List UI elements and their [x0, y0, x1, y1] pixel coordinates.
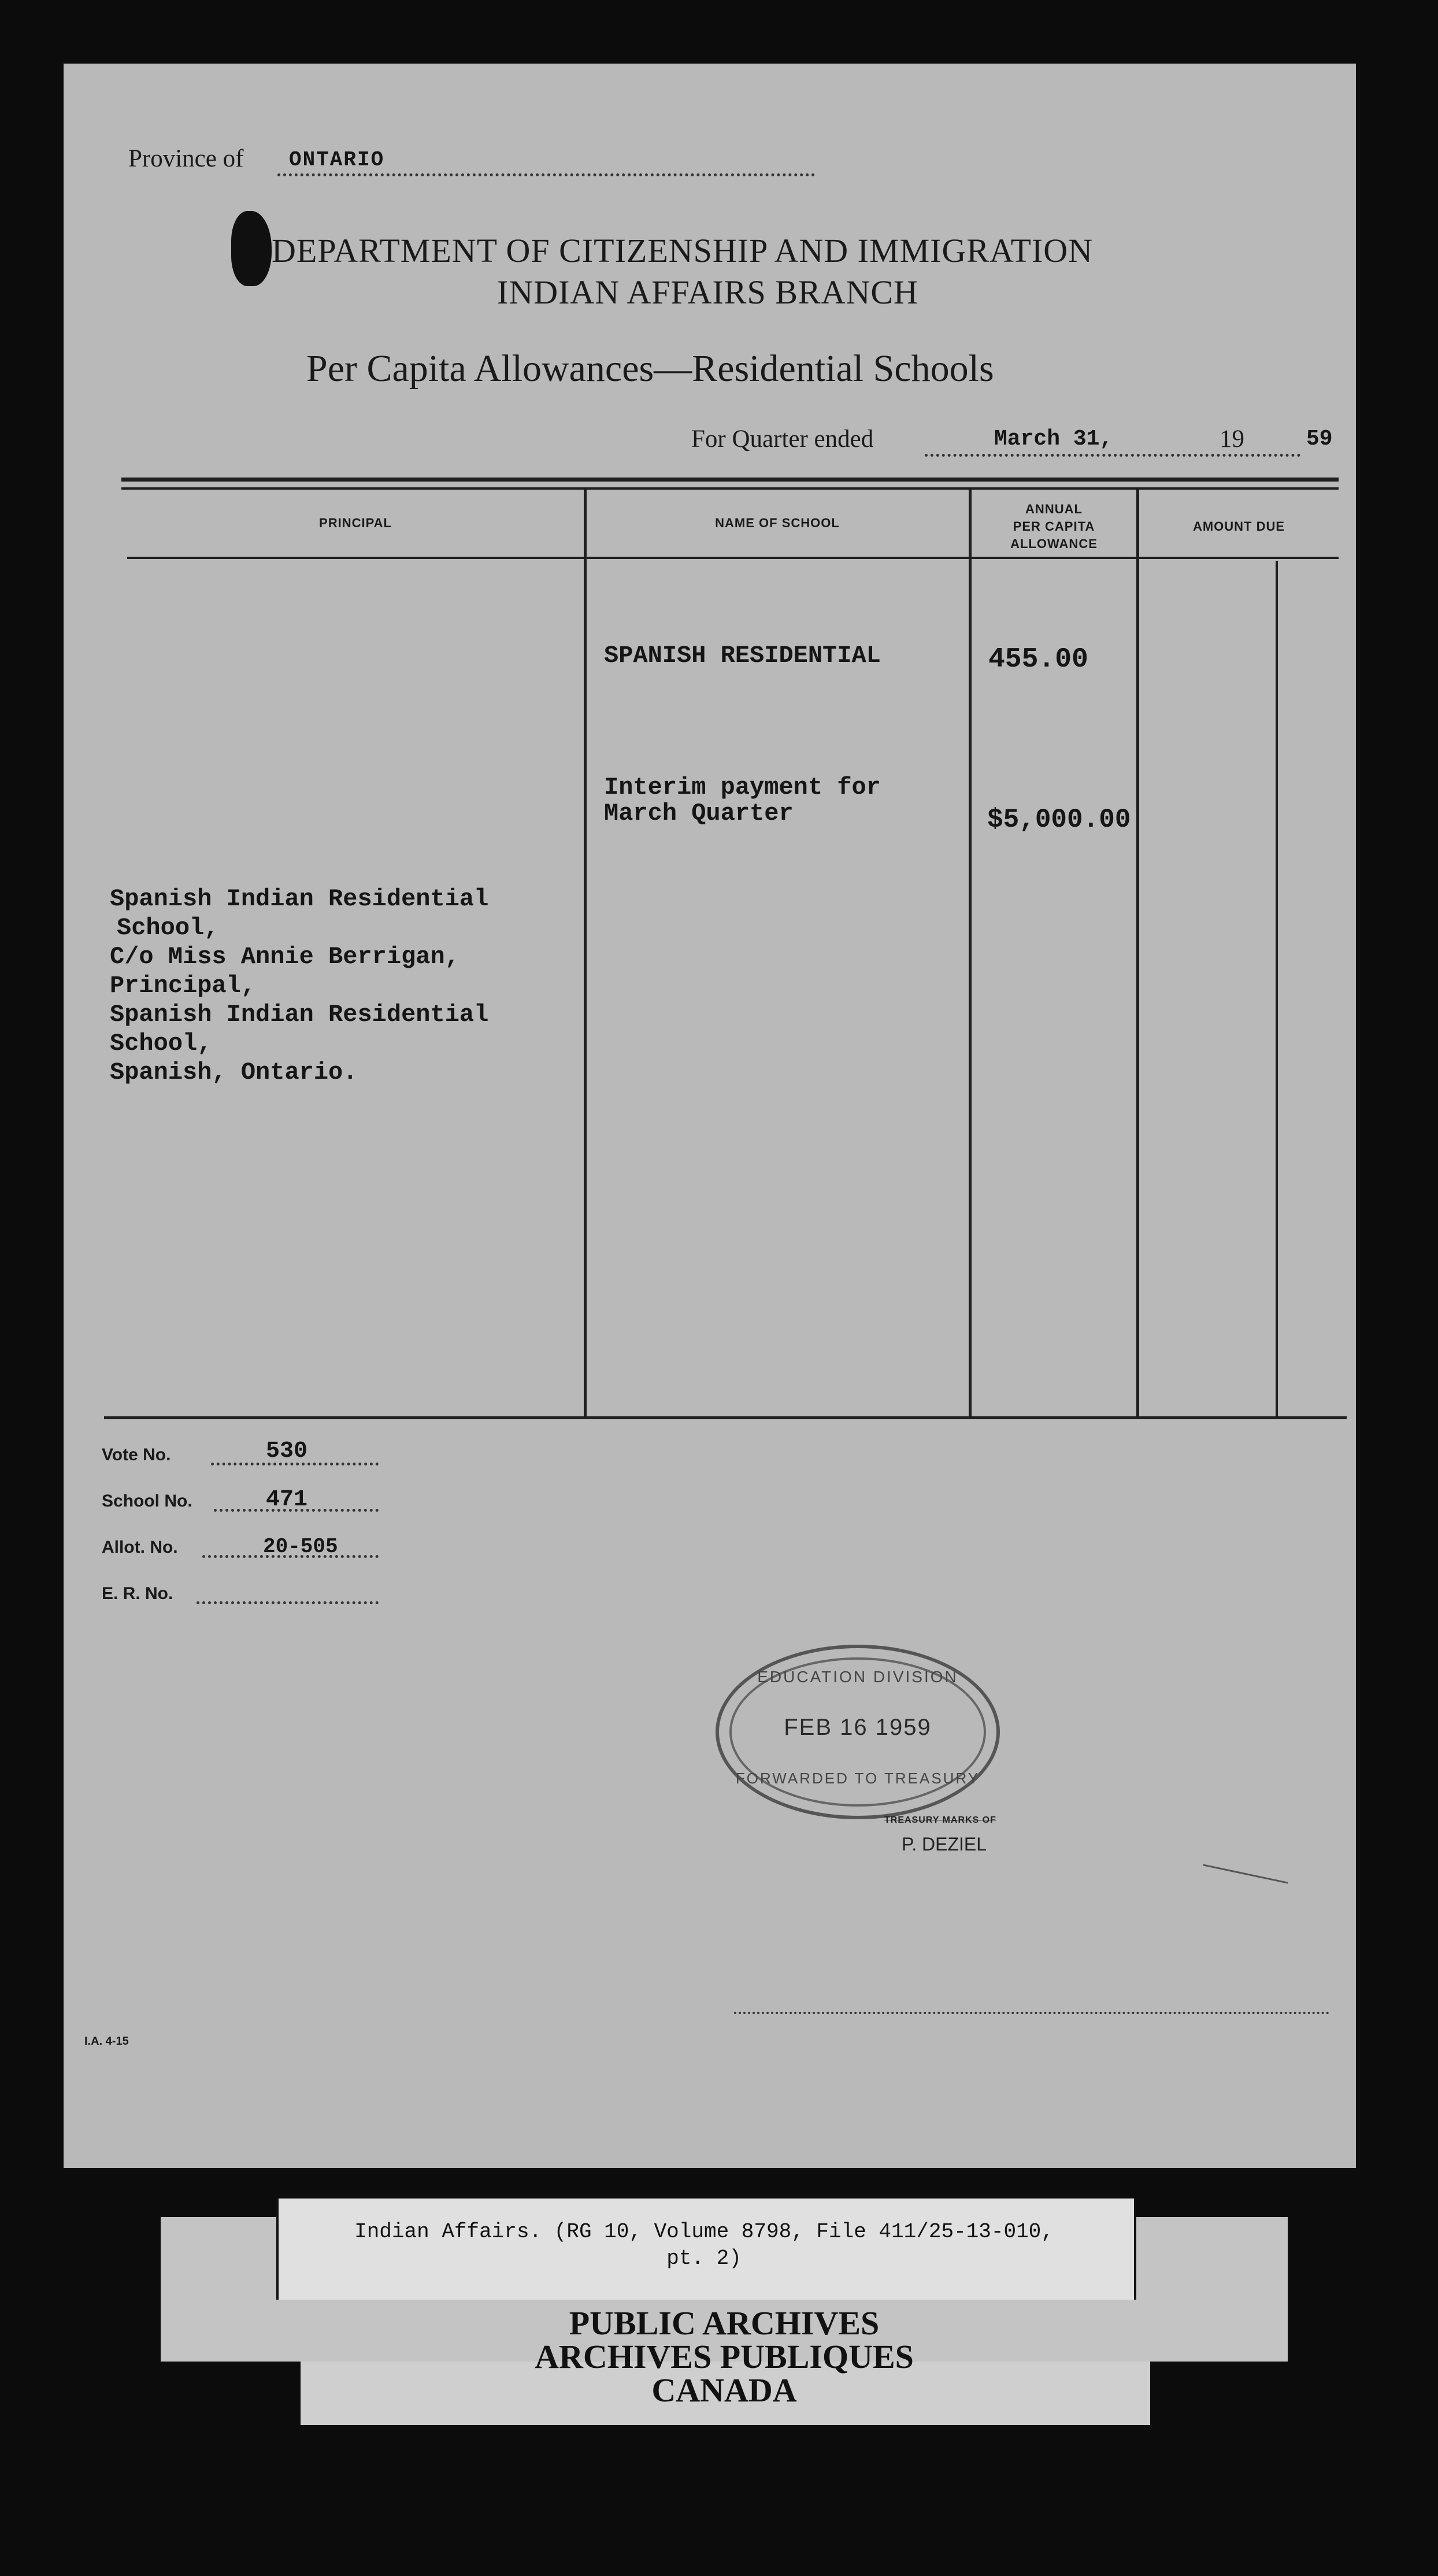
- table-top-rule: [121, 478, 1339, 482]
- table-top-rule-2: [121, 487, 1339, 490]
- quarter-rule: [925, 454, 1300, 457]
- header-name-of-school: NAME OF SCHOOL: [715, 516, 840, 530]
- signature-rule: [734, 2012, 1329, 2014]
- table-bottom-rule: [104, 1416, 1347, 1419]
- vote-label: Vote No.: [102, 1445, 171, 1464]
- allot-value: 20-505: [263, 1535, 338, 1559]
- pen-mark: [1203, 1864, 1288, 1883]
- struck-signature-text: TREASURY MARKS OF: [884, 1815, 996, 1825]
- archive-label-text: [161, 2304, 1288, 2409]
- form-code: I.A. 4-15: [84, 2035, 129, 2048]
- column-divider-2: [969, 488, 972, 1416]
- column-divider-cents: [1276, 561, 1278, 1416]
- principal-line: Spanish Indian Residential: [110, 1001, 489, 1028]
- principal-line: School,: [117, 914, 219, 942]
- stamp-date: FEB 16 1959: [784, 1715, 932, 1740]
- archive-line-3: CANADA: [651, 2371, 797, 2409]
- quarter-value: March 31,: [994, 427, 1113, 451]
- education-division-stamp: [716, 1645, 1000, 1819]
- department-heading: DEPARTMENT OF CITIZENSHIP AND IMMIGRATION: [272, 232, 1093, 269]
- form-title: Per Capita Allowances—Residential Schools: [306, 347, 994, 390]
- signatory-name: P. DEZIEL: [902, 1834, 987, 1855]
- header-allowance: ALLOWANCE: [1010, 536, 1098, 551]
- principal-line: C/o Miss Annie Berrigan,: [110, 943, 459, 971]
- interim-amount: $5,000.00: [987, 805, 1131, 835]
- vote-value: 530: [266, 1438, 308, 1464]
- principal-address: [110, 884, 488, 1087]
- column-divider-1: [584, 488, 587, 1416]
- column-divider-3: [1136, 488, 1139, 1416]
- principal-line: School,: [110, 1030, 212, 1057]
- header-per-capita: PER CAPITA: [1013, 519, 1095, 534]
- er-rule: [197, 1601, 379, 1604]
- province-value: ONTARIO: [289, 148, 385, 172]
- principal-line: Spanish Indian Residential: [110, 885, 489, 913]
- document-sheet: [64, 64, 1356, 2168]
- per-capita-value: 455.00: [988, 644, 1088, 675]
- quarter-label: For Quarter ended: [691, 425, 874, 453]
- province-label: Province of: [128, 145, 244, 172]
- branch-heading: INDIAN AFFAIRS BRANCH: [497, 273, 918, 311]
- archive-citation-line-1: Indian Affairs. (RG 10, Volume 8798, File 411/25-13-010,: [354, 2220, 1054, 2244]
- allot-label: Allot. No.: [102, 1538, 178, 1557]
- interim-line-2: March Quarter: [604, 800, 794, 827]
- year-prefix: 19: [1220, 425, 1244, 453]
- principal-line: Principal,: [110, 972, 256, 1000]
- archive-line-2: ARCHIVES PUBLIQUES: [535, 2338, 914, 2375]
- year-suffix: 59: [1306, 427, 1333, 451]
- header-amount-due: AMOUNT DUE: [1192, 519, 1285, 534]
- archive-citation-line-2: pt. 2): [666, 2246, 742, 2270]
- interim-line-1: Interim payment for: [604, 773, 881, 801]
- er-label: E. R. No.: [102, 1584, 173, 1603]
- ink-blot: [231, 211, 272, 286]
- archive-line-1: PUBLIC ARCHIVES: [569, 2304, 880, 2342]
- school-number-value: 471: [266, 1487, 308, 1513]
- school-number-label: School No.: [102, 1491, 192, 1511]
- school-name: SPANISH RESIDENTIAL: [604, 642, 881, 669]
- stamp-bottom-text: FORWARDED TO TREASURY: [735, 1770, 980, 1787]
- header-principal: PRINCIPAL: [319, 516, 392, 530]
- stamp-top-text: EDUCATION DIVISION: [757, 1668, 958, 1686]
- principal-line: Spanish, Ontario.: [110, 1058, 358, 1086]
- header-annual: ANNUAL: [1025, 502, 1083, 516]
- province-rule: [277, 173, 815, 176]
- table-header-rule: [127, 557, 1339, 559]
